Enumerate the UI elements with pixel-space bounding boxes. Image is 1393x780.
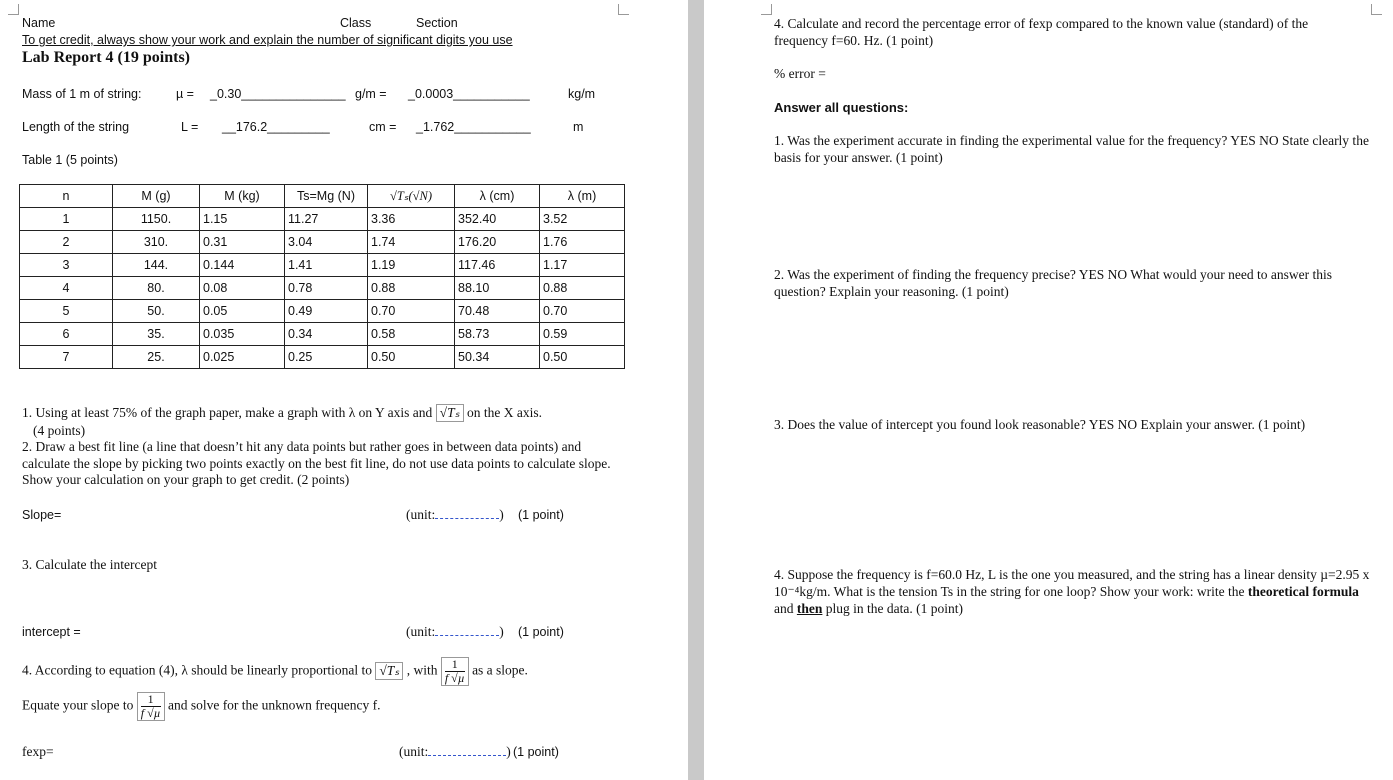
table-cell[interactable]: 25.	[113, 346, 200, 369]
and-text: and	[774, 601, 794, 616]
table-caption: Table 1 (5 points)	[22, 153, 118, 167]
table-cell[interactable]: 352.40	[455, 208, 540, 231]
equate-text-a: Equate your slope to	[22, 697, 134, 713]
answer-all-heading: Answer all questions:	[774, 100, 909, 115]
header-mass-kg: M (kg)	[200, 185, 285, 208]
question-1-points: (4 points)	[33, 423, 86, 438]
table-header-row	[20, 185, 625, 208]
table-cell[interactable]: 3.04	[285, 231, 368, 254]
slope-unit-close: )	[499, 507, 504, 522]
table-cell[interactable]: 58.73	[455, 323, 540, 346]
document-page-left	[0, 0, 688, 780]
table-cell[interactable]: 0.88	[540, 277, 625, 300]
length-label: Length of the string	[22, 120, 130, 134]
slope-unit-field[interactable]	[406, 507, 504, 523]
fexp-unit-close: )	[506, 744, 511, 759]
table-row	[20, 300, 625, 323]
table-cell[interactable]: 0.144	[200, 254, 285, 277]
header-lambda-m: λ (m)	[540, 185, 625, 208]
table-cell[interactable]: 0.59	[540, 323, 625, 346]
table-row	[20, 254, 625, 277]
question-4-left	[22, 657, 528, 686]
section-label: Section	[416, 16, 458, 30]
margin-corner-mark	[1371, 4, 1382, 15]
page-title: Lab Report 4 (19 points)	[22, 49, 191, 66]
table-cell[interactable]: 0.70	[368, 300, 455, 323]
table-cell[interactable]: 2	[20, 231, 113, 254]
table-cell[interactable]: 0.05	[200, 300, 285, 323]
fraction-denominator: f √µ	[140, 706, 161, 720]
question-4-text-a: 4. According to equation (4), λ should be linearly proportional to	[22, 662, 372, 678]
table-cell[interactable]: 1	[20, 208, 113, 231]
answer-question-4	[774, 566, 1374, 617]
slope-unit-blank[interactable]	[435, 518, 499, 519]
answer-question-1: 1. Was the experiment accurate in finding the experimental value for the frequency? YES NO State clearly the basis for your answer. (1 point)	[774, 133, 1369, 165]
data-table	[19, 184, 625, 369]
table-cell[interactable]: 1150.	[113, 208, 200, 231]
table-cell[interactable]: 0.49	[285, 300, 368, 323]
table-cell[interactable]: 176.20	[455, 231, 540, 254]
length-symbol: L =	[181, 120, 199, 134]
table-cell[interactable]: 50.	[113, 300, 200, 323]
table-cell[interactable]: 144.	[113, 254, 200, 277]
equate-instruction	[22, 692, 381, 721]
header-sqrt-tension: √Tₛ(√N)	[368, 185, 455, 208]
answer-question-4-text: 4. Suppose the frequency is f=60.0 Hz, L is the one you measured, and the string has a linear density µ=2.95 x 10⁻⁴kg/m. What is the tension Ts in the string for one loop? Show your work: write the	[774, 567, 1370, 599]
length-value-cm[interactable]: __176.2_________	[222, 120, 330, 134]
header-n: n	[20, 185, 113, 208]
table-row	[20, 346, 625, 369]
credit-instruction: To get credit, always show your work and explain the number of significant digits you use	[22, 33, 513, 47]
fraction-numerator: 1	[141, 693, 161, 707]
table-cell[interactable]: 1.41	[285, 254, 368, 277]
percent-error-label: % error =	[774, 66, 826, 81]
table-cell[interactable]: 7	[20, 346, 113, 369]
table-row	[20, 231, 625, 254]
margin-corner-mark	[618, 4, 629, 15]
mass-unit-kgm: kg/m	[568, 87, 596, 101]
question-1-text-b: on the X axis.	[467, 405, 542, 420]
equate-text-b: and solve for the unknown frequency f.	[167, 697, 381, 713]
fexp-unit-field[interactable]	[399, 744, 511, 760]
length-unit-m: m	[573, 120, 584, 134]
class-label: Class	[340, 16, 372, 30]
mass-label: Mass of 1 m of string:	[22, 87, 142, 101]
table-cell[interactable]: 80.	[113, 277, 200, 300]
table-cell[interactable]: 0.50	[540, 346, 625, 369]
mass-value-gm[interactable]: _0.30_______________	[210, 87, 346, 101]
page-gutter	[688, 0, 704, 780]
question-4-right: 4. Calculate and record the percentage error of fexp compared to the known value (standard) of the frequency f=60. Hz. (1 point)	[774, 16, 1309, 48]
header-lambda-cm: λ (cm)	[455, 185, 540, 208]
table-cell[interactable]: 0.58	[368, 323, 455, 346]
table-cell[interactable]: 0.34	[285, 323, 368, 346]
table-cell[interactable]: 6	[20, 323, 113, 346]
table-cell[interactable]: 117.46	[455, 254, 540, 277]
header-tension: Ts=Mg (N)	[285, 185, 368, 208]
fexp-points: (1 point)	[513, 745, 559, 759]
table-cell[interactable]: 0.88	[368, 277, 455, 300]
mass-symbol: µ =	[176, 87, 194, 101]
question-4-text-b: , with	[406, 662, 438, 678]
table-row	[20, 277, 625, 300]
table-cell[interactable]: 4	[20, 277, 113, 300]
table-cell[interactable]: 88.10	[455, 277, 540, 300]
table-cell[interactable]: 310.	[113, 231, 200, 254]
fexp-unit-blank[interactable]	[428, 755, 506, 756]
mass-unit-gm: g/m =	[355, 87, 387, 101]
table-cell[interactable]: 0.25	[285, 346, 368, 369]
table-cell[interactable]: 1.17	[540, 254, 625, 277]
table-cell[interactable]: 0.78	[285, 277, 368, 300]
question-4-text-c: as a slope.	[472, 662, 528, 678]
question-3: 3. Calculate the intercept	[22, 557, 157, 572]
table-cell[interactable]: 1.74	[368, 231, 455, 254]
sqrt-ts-expression: √Tₛ	[375, 662, 403, 680]
answer-question-2: 2. Was the experiment of finding the frequency precise? YES NO What would your need to answer this question? Explain your reasoning. (1 point)	[774, 267, 1333, 299]
sqrt-ts-expression: √Tₛ	[436, 404, 464, 422]
fraction-denominator: f √µ	[444, 671, 465, 685]
table-cell[interactable]: 35.	[113, 323, 200, 346]
fexp-label: fexp=	[22, 744, 54, 759]
table-cell[interactable]: 1.15	[200, 208, 285, 231]
table-cell[interactable]: 0.31	[200, 231, 285, 254]
table-cell[interactable]: 0.025	[200, 346, 285, 369]
answer-question-4-end: plug in the data. (1 point)	[825, 601, 963, 616]
slope-fraction	[441, 657, 469, 686]
table-cell[interactable]: 0.50	[368, 346, 455, 369]
document-page-right	[704, 0, 1393, 780]
intercept-unit-field[interactable]	[406, 624, 504, 640]
intercept-unit-blank[interactable]	[435, 635, 499, 636]
length-value-m[interactable]: _1.762___________	[416, 120, 531, 134]
table-cell[interactable]: 0.035	[200, 323, 285, 346]
slope-unit-label: (unit:	[406, 507, 436, 522]
name-label: Name	[22, 16, 56, 30]
question-1-text-a: 1. Using at least 75% of the graph paper, make a graph with λ on Y axis and	[22, 405, 433, 420]
intercept-points: (1 point)	[518, 625, 564, 639]
mass-value-kgm[interactable]: _0.0003___________	[408, 87, 530, 101]
intercept-unit-label: (unit:	[406, 624, 436, 639]
header-mass-g: M (g)	[113, 185, 200, 208]
question-1	[22, 404, 542, 422]
theoretical-formula-text: theoretical formula	[1247, 584, 1359, 599]
length-unit-cm: cm =	[369, 120, 397, 134]
table-cell[interactable]: 3.52	[540, 208, 625, 231]
margin-corner-mark	[8, 4, 19, 15]
table-row	[20, 323, 625, 346]
table-cell[interactable]: 0.08	[200, 277, 285, 300]
table-cell[interactable]: 3.36	[368, 208, 455, 231]
intercept-unit-close: )	[499, 624, 504, 639]
table-cell[interactable]: 50.34	[455, 346, 540, 369]
fraction-numerator: 1	[445, 658, 465, 672]
margin-corner-mark	[761, 4, 772, 15]
table-cell[interactable]: 5	[20, 300, 113, 323]
slope-label: Slope=	[22, 508, 62, 522]
fexp-unit-label: (unit:	[399, 744, 429, 759]
then-text: then	[796, 601, 823, 616]
slope-points: (1 point)	[518, 508, 564, 522]
question-2: 2. Draw a best fit line (a line that doesn’t hit any data points but rather goes in between data points) and calculate the slope by picking two points exactly on the best fit line, do not use data points to calculate slope. Show your calculation on your graph to get credit. (2 points)	[22, 439, 611, 487]
table-row	[20, 208, 625, 231]
table-cell[interactable]: 0.70	[540, 300, 625, 323]
table-cell[interactable]: 1.76	[540, 231, 625, 254]
table-cell[interactable]: 1.19	[368, 254, 455, 277]
table-cell[interactable]: 70.48	[455, 300, 540, 323]
intercept-label: intercept =	[22, 625, 81, 639]
slope-fraction	[137, 692, 165, 721]
answer-question-3: 3. Does the value of intercept you found look reasonable? YES NO Explain your answer. (1 point)	[774, 417, 1306, 432]
table-cell[interactable]: 3	[20, 254, 113, 277]
table-cell[interactable]: 11.27	[285, 208, 368, 231]
